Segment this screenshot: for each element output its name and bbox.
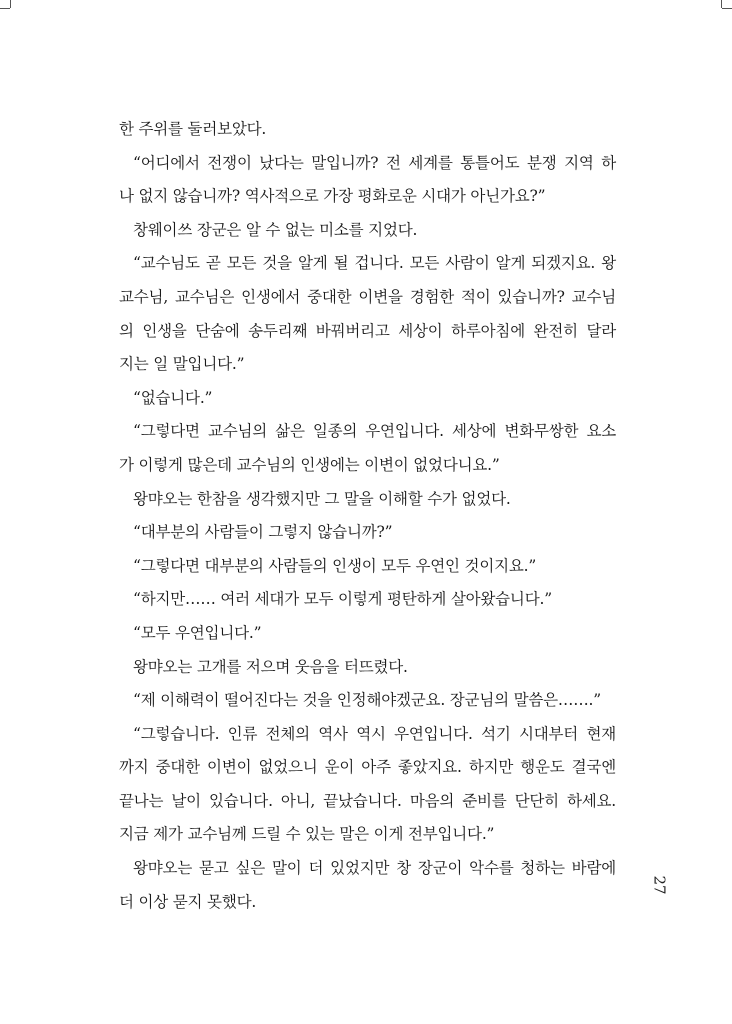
text-line-11: 가 이렇게 많은데 교수님의 인생에는 이변이 없었다니요.” (119, 455, 500, 474)
crop-mark-top-left-horizontal (0, 8, 10, 9)
text-line-10: “그렇다면 교수님의 삶은 일종의 우연입니다. 세상에 변화무쌍한 요소 (133, 422, 616, 441)
text-line-19: “그렇습니다. 인류 전체의 역사 역시 우연입니다. 석기 시대부터 현재 (133, 724, 616, 743)
text-line-24: 더 이상 묻지 못했다. (119, 892, 257, 911)
text-line-22: 지금 제가 교수님께 드릴 수 있는 말은 이게 전부입니다.” (119, 825, 495, 844)
text-line-9: “없습니다.” (133, 388, 213, 407)
text-line-13: “대부분의 사람들이 그렇지 않습니까?” (133, 523, 393, 542)
crop-mark-top-left-vertical (10, 0, 11, 8)
text-line-18: “제 이해력이 떨어진다는 것을 인정해야겠군요. 장군님의 말씀은…….” (133, 691, 601, 710)
text-line-15: “하지만…… 여러 세대가 모두 이렇게 평탄하게 살아왔습니다.” (133, 590, 552, 609)
text-line-12: 왕먀오는 한참을 생각했지만 그 말을 이해할 수가 없었다. (133, 489, 511, 508)
text-line-16: “모두 우연입니다.” (133, 623, 262, 642)
text-line-20: 까지 중대한 이변이 없었으니 운이 아주 좋았지요. 하지만 행운도 결국엔 (119, 758, 616, 777)
text-line-7: 의 인생을 단숨에 송두리째 바꿔버리고 세상이 하루아침에 완전히 달라 (119, 321, 616, 340)
text-line-4: 창웨이쓰 장군은 알 수 없는 미소를 지었다. (133, 220, 418, 239)
text-line-8: 지는 일 말입니다.” (119, 355, 245, 374)
text-line-17: 왕먀오는 고개를 저으며 웃음을 터뜨렸다. (133, 657, 408, 676)
crop-mark-top-right-horizontal (722, 8, 732, 9)
text-line-3: 나 없지 않습니까? 역사적으로 가장 평화로운 시대가 아닌가요?” (119, 187, 546, 206)
text-line-23: 왕먀오는 묻고 싶은 말이 더 있었지만 창 장군이 악수를 청하는 바람에 (133, 859, 616, 878)
page-body-text (119, 113, 616, 919)
page-number: 27 (650, 875, 669, 895)
text-line-2: “어디에서 전쟁이 났다는 말입니까? 전 세계를 통틀어도 분쟁 지역 하 (133, 153, 616, 172)
text-line-1: 한 주위를 둘러보았다. (119, 120, 267, 138)
crop-mark-top-right-vertical (721, 0, 722, 8)
text-line-14: “그렇다면 대부분의 사람들의 인생이 모두 우연인 것이지요.” (133, 556, 537, 575)
text-line-21: 끝나는 날이 있습니다. 아니, 끝났습니다. 마음의 준비를 단단히 하세요. (119, 791, 616, 810)
text-line-5: “교수님도 곧 모든 것을 알게 될 겁니다. 모든 사람이 알게 되겠지요. 왕 (133, 254, 616, 273)
text-line-6: 교수님, 교수님은 인생에서 중대한 이변을 경험한 적이 있습니까? 교수님 (119, 287, 616, 306)
